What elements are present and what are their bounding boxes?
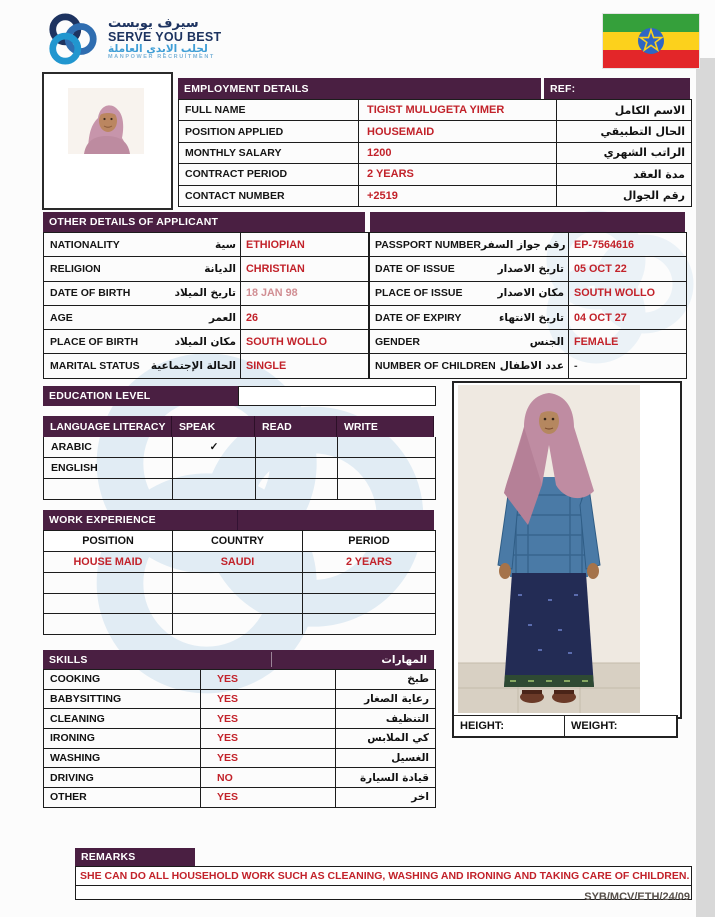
ref-header — [544, 78, 690, 99]
field-label-arabic: سية — [215, 238, 236, 251]
skill-row — [44, 690, 435, 710]
field-value: 05 OCT 22 — [568, 257, 686, 280]
language-name: ENGLISH — [44, 458, 173, 478]
write-check — [338, 437, 435, 457]
agency-name-arabic: سيرف يوبست — [108, 16, 199, 32]
agency-logo-icon — [44, 12, 102, 66]
employment-row — [179, 121, 691, 142]
other-details-right-table — [368, 232, 687, 379]
ethiopia-flag — [602, 13, 700, 69]
skill-value: YES — [200, 670, 336, 689]
skill-value: NO — [200, 768, 336, 787]
detail-label-cell — [44, 354, 240, 377]
field-label: MARITAL STATUS — [50, 360, 140, 373]
write-check — [338, 458, 435, 478]
detail-label-cell — [44, 330, 240, 353]
skill-row — [44, 768, 435, 788]
skill-value: YES — [200, 729, 336, 748]
field-label-arabic: الاسم الكامل — [614, 103, 685, 117]
work-experience-header — [43, 510, 434, 530]
remarks-title: REMARKS — [81, 851, 136, 863]
field-value: HOUSEMAID — [358, 121, 557, 141]
detail-row — [44, 330, 369, 354]
field-value: EP-7564616 — [568, 233, 686, 256]
country-value — [173, 573, 303, 593]
field-value: +2519 — [358, 186, 557, 206]
field-label-arabic: مكان الميلاد — [174, 335, 236, 348]
other-details-left-table — [43, 232, 370, 379]
field-label: DATE OF EXPIRY — [375, 311, 462, 324]
detail-label-cell — [44, 282, 240, 305]
detail-row — [369, 233, 686, 257]
skill-row — [44, 788, 435, 807]
skill-label: IRONING — [50, 732, 95, 745]
other-details-header — [43, 212, 365, 232]
field-value: SOUTH WOLLO — [240, 330, 369, 353]
field-value: FEMALE — [568, 330, 686, 353]
field-label: GENDER — [375, 335, 420, 348]
detail-row — [44, 257, 369, 281]
field-label: CONTRACT PERIOD — [185, 168, 288, 181]
full-body-illustration — [458, 385, 640, 713]
detail-row — [369, 257, 686, 281]
speak-check — [173, 458, 256, 478]
employment-details-table — [178, 99, 692, 207]
detail-row — [369, 306, 686, 330]
skill-label: OTHER — [50, 791, 87, 804]
language-row — [44, 437, 435, 458]
field-value: 04 OCT 27 — [568, 306, 686, 329]
applicant-full-body-photo — [452, 381, 682, 719]
field-label: PLACE OF BIRTH — [50, 335, 139, 348]
agency-name: SERVE YOU BEST — [108, 29, 222, 44]
country-value — [173, 614, 303, 634]
header-divider — [271, 652, 272, 667]
field-label: NUMBER OF CHILDREN — [375, 360, 496, 373]
field-label-arabic: تاريخ الانتهاء — [499, 311, 564, 324]
work-experience-header-row — [44, 531, 435, 552]
language-row — [44, 458, 435, 479]
skills-title-arabic: المهارات — [381, 653, 427, 666]
period-value — [303, 573, 435, 593]
flag-emblem — [636, 26, 666, 56]
language-row — [44, 479, 435, 499]
field-label-arabic: الجنس — [529, 335, 564, 348]
work-experience-rows — [44, 552, 435, 634]
work-experience-row — [44, 614, 435, 634]
field-label-arabic: العمر — [208, 311, 236, 324]
skill-label-arabic: الغسيل — [391, 752, 429, 765]
field-value: TIGIST MULUGETA YIMER — [358, 100, 557, 120]
skill-row — [44, 670, 435, 690]
detail-row — [369, 354, 686, 377]
field-label: PASSPORT NUMBER — [375, 238, 481, 251]
field-value: - — [568, 354, 686, 377]
period-value: 2 YEARS — [345, 555, 392, 568]
employment-row — [179, 164, 691, 185]
detail-row — [369, 330, 686, 354]
field-label: POSITION APPLIED — [185, 125, 284, 138]
field-label: DATE OF BIRTH — [50, 287, 131, 300]
detail-row — [44, 282, 369, 306]
column-header-language: LANGUAGE LITERACY — [43, 416, 172, 437]
period-value — [303, 614, 435, 634]
agency-tagline: MANPOWER RECRUITMENT — [108, 54, 215, 60]
field-value: ETHIOPIAN — [240, 233, 369, 256]
ref-label: REF: — [550, 82, 576, 95]
position-value — [44, 573, 173, 593]
field-label: CONTACT NUMBER — [185, 189, 285, 202]
field-label-arabic: الراتب الشهري — [603, 146, 685, 160]
position-value — [44, 614, 173, 634]
education-level-title: EDUCATION LEVEL — [49, 390, 151, 402]
position-value: HOUSE MAID — [44, 552, 173, 572]
column-header-speak: SPEAK — [172, 416, 255, 437]
detail-label-cell — [44, 233, 240, 256]
skill-value: YES — [200, 709, 336, 728]
employment-details-header — [178, 78, 541, 99]
detail-label-cell — [44, 257, 240, 280]
skill-value: YES — [200, 749, 336, 768]
field-label-arabic: تاريخ الاصدار — [497, 262, 564, 275]
skill-label: BABYSITTING — [50, 693, 122, 706]
field-label: PLACE OF ISSUE — [375, 287, 463, 300]
scan-edge — [696, 58, 715, 917]
field-label: AGE — [50, 311, 73, 324]
field-label: DATE OF ISSUE — [375, 262, 455, 275]
field-label-arabic: الديانة — [204, 262, 236, 275]
remarks-header — [75, 848, 195, 866]
skill-label: WASHING — [50, 752, 101, 765]
skill-label-arabic: قيادة السيارة — [359, 771, 429, 784]
other-details-header-right — [370, 212, 685, 232]
skill-row — [44, 729, 435, 749]
detail-label-cell — [369, 282, 568, 305]
column-header-read: READ — [255, 416, 337, 437]
skill-label: DRIVING — [50, 771, 94, 784]
field-value: 2 YEARS — [358, 164, 557, 184]
country-value: SAUDI — [173, 552, 303, 572]
work-experience-table — [43, 530, 436, 635]
detail-row — [44, 354, 369, 377]
education-level-value-box — [238, 386, 436, 406]
weight-label: WEIGHT: — [571, 720, 618, 732]
work-experience-row — [44, 573, 435, 594]
skill-label: COOKING — [50, 673, 101, 686]
field-value: SOUTH WOLLO — [568, 282, 686, 305]
document-ref-code: SYB/MCV/ETH/24/09 — [584, 891, 690, 903]
detail-label-cell — [369, 354, 568, 377]
field-label-arabic: رقم الجوال — [622, 189, 685, 203]
read-check — [256, 479, 338, 499]
detail-label-cell — [369, 306, 568, 329]
skill-row — [44, 709, 435, 729]
read-check — [256, 437, 338, 457]
skill-row — [44, 749, 435, 769]
detail-label-cell — [369, 257, 568, 280]
position-value — [44, 594, 173, 614]
detail-row — [369, 282, 686, 306]
skills-title: SKILLS — [49, 653, 88, 666]
field-value: SINGLE — [240, 354, 369, 377]
education-level-header — [43, 386, 238, 406]
other-details-title: OTHER DETAILS OF APPLICANT — [49, 216, 219, 228]
language-name: ARABIC — [44, 437, 173, 457]
employment-row — [179, 100, 691, 121]
field-label-arabic: عدد الاطفال — [499, 360, 564, 373]
height-label: HEIGHT: — [454, 716, 565, 736]
detail-row — [44, 233, 369, 257]
employment-details-title: EMPLOYMENT DETAILS — [184, 82, 309, 95]
column-header-period: PERIOD — [348, 535, 390, 547]
language-name — [44, 479, 173, 499]
skills-header — [43, 650, 434, 669]
skill-label-arabic: التنظيف — [385, 712, 429, 725]
column-header-country: COUNTRY — [173, 531, 303, 551]
work-experience-title: WORK EXPERIENCE — [49, 514, 156, 526]
field-label-arabic: الحالة الإجتماعية — [150, 360, 236, 373]
measurements-row — [452, 715, 678, 738]
language-literacy-header-row — [43, 416, 434, 437]
skill-label-arabic: اخر — [411, 791, 429, 804]
detail-label-cell — [369, 233, 568, 256]
country-value — [173, 594, 303, 614]
field-label-arabic: مكان الاصدار — [497, 287, 564, 300]
agency-tagline-arabic: لجلب الايدي العاملة — [108, 42, 208, 55]
applicant-passport-photo — [42, 72, 173, 210]
field-value: CHRISTIAN — [240, 257, 369, 280]
field-label: MONTHLY SALARY — [185, 146, 282, 159]
column-header-write: WRITE — [337, 416, 434, 437]
speak-check: ✓ — [173, 437, 256, 457]
skill-label-arabic: طبخ — [407, 673, 429, 686]
field-label-arabic: تاريخ الميلاد — [174, 287, 236, 300]
field-label-arabic: مدة العقد — [633, 167, 685, 181]
language-literacy-table — [43, 437, 436, 500]
agency-logo — [44, 12, 222, 66]
employment-row — [179, 186, 691, 206]
employment-row — [179, 143, 691, 164]
work-experience-row — [44, 594, 435, 615]
skill-label: CLEANING — [50, 712, 105, 725]
header-divider — [237, 510, 238, 530]
field-value: 18 JAN 98 — [240, 282, 369, 305]
skill-label-arabic: كي الملابس — [367, 732, 429, 745]
skill-label-arabic: رعاية الصغار — [364, 693, 429, 706]
field-value: 26 — [240, 306, 369, 329]
speak-check — [173, 479, 256, 499]
column-header-position: POSITION — [44, 531, 173, 551]
detail-label-cell — [369, 330, 568, 353]
skill-value: YES — [200, 690, 336, 709]
skill-value: YES — [200, 788, 336, 807]
field-label: NATIONALITY — [50, 238, 120, 251]
field-label: FULL NAME — [185, 104, 246, 117]
remarks-text: SHE CAN DO ALL HOUSEHOLD WORK SUCH AS CLEANING, WASHING AND IRONING AND TAKING CARE OF CHILDREN. — [76, 867, 691, 886]
period-value — [303, 594, 435, 614]
detail-row — [44, 306, 369, 330]
write-check — [338, 479, 435, 499]
field-label-arabic: رقم جواز السفر — [480, 238, 566, 251]
work-experience-row — [44, 552, 435, 573]
portrait-illustration — [68, 88, 144, 154]
field-value: 1200 — [358, 143, 557, 163]
read-check — [256, 458, 338, 478]
skills-table — [43, 669, 436, 808]
field-label-arabic: الحال التطبيقي — [600, 125, 685, 139]
detail-label-cell — [44, 306, 240, 329]
field-label: RELIGION — [50, 262, 101, 275]
